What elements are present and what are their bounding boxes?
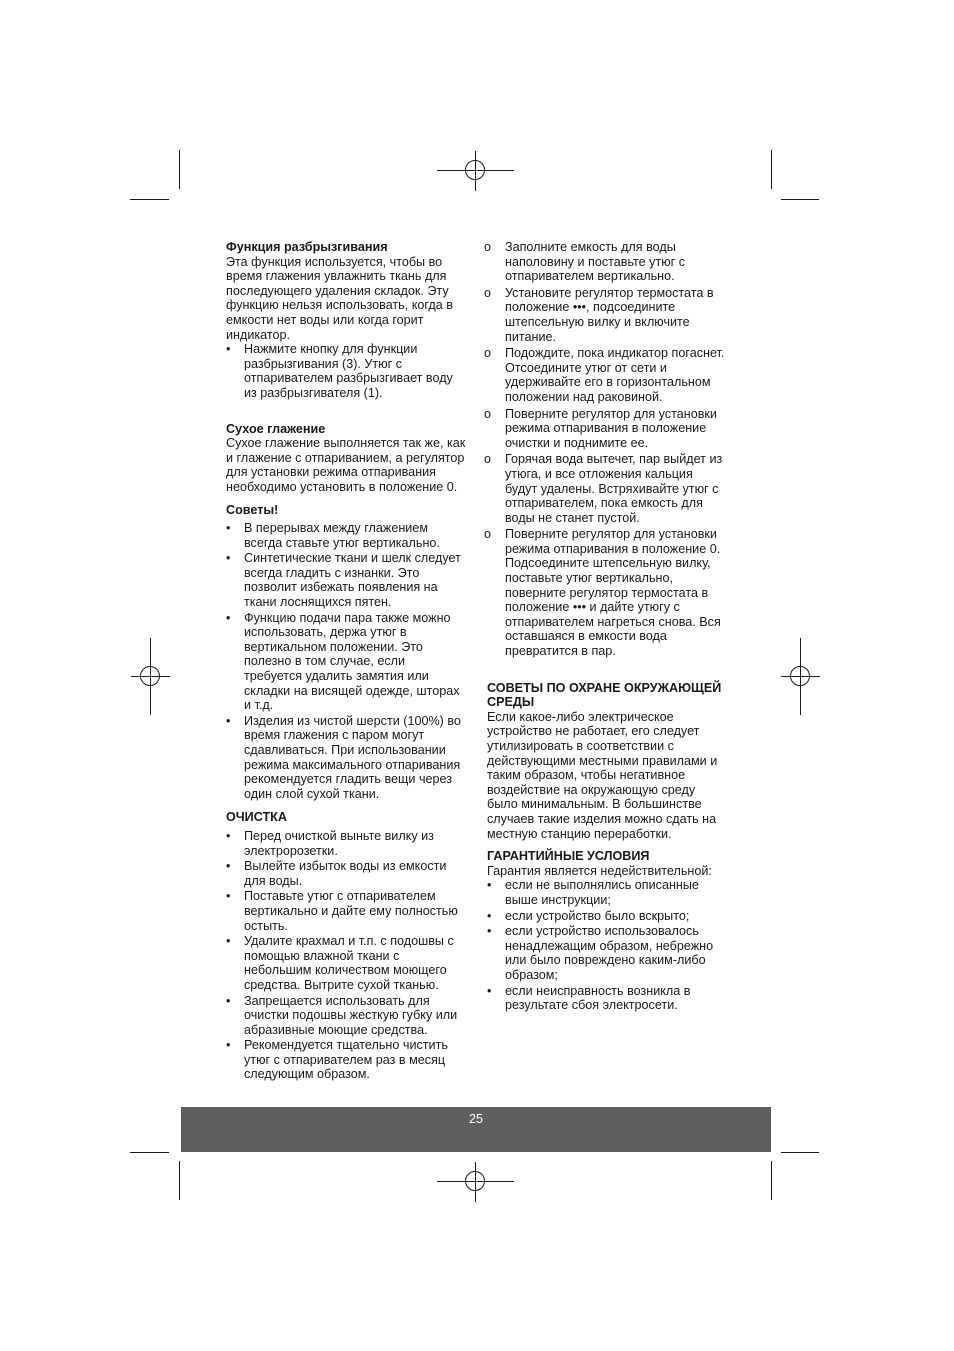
cleaning-section — [226, 810, 466, 1082]
list-item: • В перерывах между глажением всегда ставьте утюг вертикально. — [226, 521, 466, 550]
spray-list — [226, 342, 466, 400]
tips-section — [226, 503, 466, 802]
list-item: • если неисправность возникла в результате сбоя электросети. — [487, 984, 727, 1013]
dry-ironing-section — [226, 422, 466, 495]
environment-text: Если какое-либо электрическое устройство не работает, его следует утилизировать в соответствии с действующими местными правилами и таким образом, чтобы негативное воздействие на окружающую среду было минимальным. В большинстве случаев такие изделия можно сдать на местную станцию переработки. — [487, 709, 718, 841]
list-item: • если устройство использовалось ненадлежащим образом, небрежно или было повреждено каким-либо образом; — [487, 924, 727, 982]
dry-text: Сухое глажение выполняется так же, как и глажение с отпариванием, а регулятор для установки режима отпаривания необходимо установить в положение 0. — [226, 436, 466, 494]
warranty-list — [487, 878, 727, 1012]
list-item: • Изделия из чистой шерсти (100%) во время глажения с паром могут сдавливаться. При использовании режима максимального отпаривания рекомендуется гладить вещи через один слой сухой ткани. — [226, 714, 466, 802]
tips-list — [226, 521, 466, 801]
spray-text: Эта функция используется, чтобы во время глажения увлажнить ткань для последующего удаления складок. Эту функцию нельзя использовать, когда в емкости нет воды или когда горит индикатор. — [226, 254, 453, 342]
list-item: • Синтетические ткани и шелк следует всегда гладить с изнанки. Это позволит избежать появления на ткани лоснящихся пятен. — [226, 551, 466, 609]
warranty-intro: Гарантия является недействительной: — [487, 863, 712, 878]
list-item: • Перед очисткой выньте вилку из электророзетки. — [226, 829, 466, 858]
list-item: • Функцию подачи пара также можно использовать, держа утюг в вертикальном положении. Это полезно в том случае, если требуется удалить замятия или складки на висящей одежде, шторах и т.д. — [226, 611, 466, 713]
list-item: • если устройство было вскрыто; — [487, 909, 727, 924]
list-item: o Установите регулятор термостата в положение •••, подсоедините штепсельную вилку и включите питание. — [467, 286, 727, 344]
list-item: o Поверните регулятор для установки режима отпаривания в положение очистки и поднимите ее. — [467, 407, 727, 451]
list-item: • Нажмите кнопку для функции разбрызгивания (3). Утюг с отпаривателем разбрызгивает воду из разбрызгивателя (1). — [226, 342, 466, 400]
list-item: o Поверните регулятор для установки режима отпаривания в положение 0. Подсоедините штепсельную вилку, поставьте утюг вертикально, поверните регулятор термостата в положение ••• и дайте утюгу с отпаривателем нагреться снова. Вся оставшаяся в емкости вода превратится в пар. — [467, 527, 727, 658]
list-item: • Рекомендуется тщательно чистить утюг с отпаривателем раз в месяц следующим образом. — [226, 1038, 466, 1082]
page-number: 25 — [468, 1112, 483, 1126]
list-item: • Вылейте избыток воды из емкости для воды. — [226, 859, 466, 888]
spray-section — [226, 240, 466, 401]
list-item: • Поставьте утюг с отпаривателем вертикально и дайте ему полностью остыть. — [226, 889, 466, 933]
environment-section — [487, 681, 727, 842]
cleaning-list — [226, 829, 466, 1082]
cleaning-steps-list — [467, 240, 727, 659]
list-item: o Горячая вода вытечет, пар выйдет из утюга, и все отложения кальция будут удалены. Встряхивайте утюг с отпаривателем, пока емкость для воды не станет пустой. — [467, 452, 727, 525]
warranty-section — [487, 849, 727, 1013]
environment-heading: СОВЕТЫ ПО ОХРАНЕ ОКРУЖАЮЩЕЙ СРЕДЫ — [487, 680, 722, 710]
list-item: • Запрещается использовать для очистки подошвы жесткую губку или абразивные моющие средства. — [226, 994, 466, 1038]
warranty-heading: ГАРАНТИЙНЫЕ УСЛОВИЯ — [487, 849, 650, 864]
spray-heading: Функция разбрызгивания — [226, 240, 388, 254]
cleaning-heading: ОЧИСТКА — [226, 810, 287, 825]
left-column — [226, 240, 466, 1083]
dry-heading: Сухое глажение — [226, 421, 326, 436]
list-item: • если не выполнялись описанные выше инструкции; — [487, 878, 727, 907]
tips-heading: Советы! — [226, 502, 279, 517]
list-item: • Удалите крахмал и т.п. с подошвы с помощью влажной ткани с небольшим количеством моющего средства. Вытрите сухой тканью. — [226, 934, 466, 992]
right-column — [487, 240, 727, 1014]
footer-bar — [181, 1107, 771, 1152]
list-item: o Подождите, пока индикатор погаснет. Отсоедините утюг от сети и удерживайте его в горизонтальном положении над раковиной. — [467, 346, 727, 404]
list-item: o Заполните емкость для воды наполовину и поставьте утюг с отпаривателем вертикально. — [467, 240, 727, 284]
